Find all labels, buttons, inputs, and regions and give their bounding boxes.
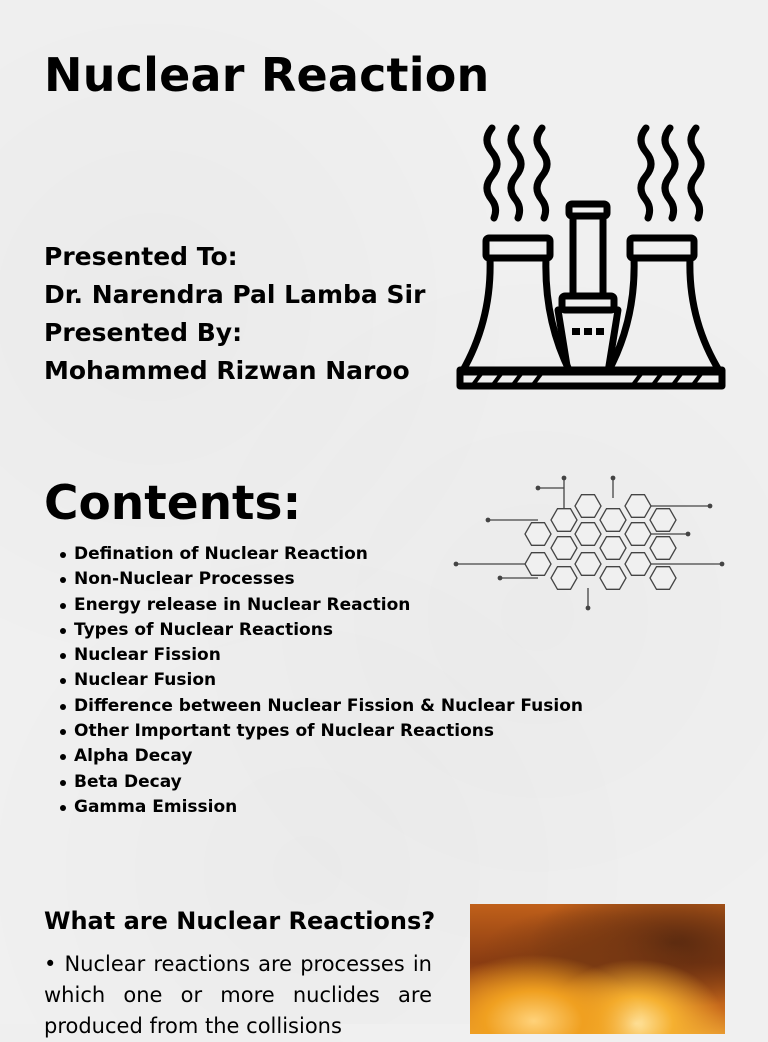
contents-item: Difference between Nuclear Fission & Nuclear Fusion [58, 694, 583, 719]
hexagon-shape [650, 567, 676, 590]
page-title: Nuclear Reaction [44, 48, 490, 102]
hexagon-shape [625, 553, 651, 576]
presented-by-name: Mohammed Rizwan Naroo [44, 356, 410, 385]
contents-heading: Contents: [44, 476, 302, 531]
presented-to-name: Dr. Narendra Pal Lamba Sir [44, 280, 426, 309]
hexagon-shape [551, 509, 577, 532]
hexagon-shape [650, 509, 676, 532]
presented-by-label: Presented By: [44, 318, 243, 347]
hexagon-shape [600, 537, 626, 560]
hexagon-shape [600, 509, 626, 532]
explosion-photo [470, 904, 725, 1034]
presented-to-label: Presented To: [44, 242, 238, 271]
hexagon-shape [600, 567, 626, 590]
hexagon-shape [625, 523, 651, 546]
contents-item: Types of Nuclear Reactions [58, 618, 583, 643]
contents-list [58, 542, 583, 820]
hexagon-shape [625, 495, 651, 518]
contents-item: Nuclear Fission [58, 643, 583, 668]
section-paragraph: • Nuclear reactions are processes in which one or more nuclides are produced from the collisions [44, 952, 432, 1038]
contents-item: Nuclear Fusion [58, 668, 583, 693]
contents-item: Defination of Nuclear Reaction [58, 542, 583, 567]
contents-item: Energy release in Nuclear Reaction [58, 593, 583, 618]
contents-item: Non-Nuclear Processes [58, 567, 583, 592]
hexagon-shape [650, 537, 676, 560]
contents-item: Beta Decay [58, 770, 583, 795]
section-heading: What are Nuclear Reactions? [44, 907, 436, 935]
nuclear-plant-icon [452, 120, 728, 396]
contents-item: Alpha Decay [58, 744, 583, 769]
hexagon-shape [575, 495, 601, 518]
presentation-block [44, 238, 425, 390]
contents-item: Gamma Emission [58, 795, 583, 820]
contents-item: Other Important types of Nuclear Reactions [58, 719, 583, 744]
